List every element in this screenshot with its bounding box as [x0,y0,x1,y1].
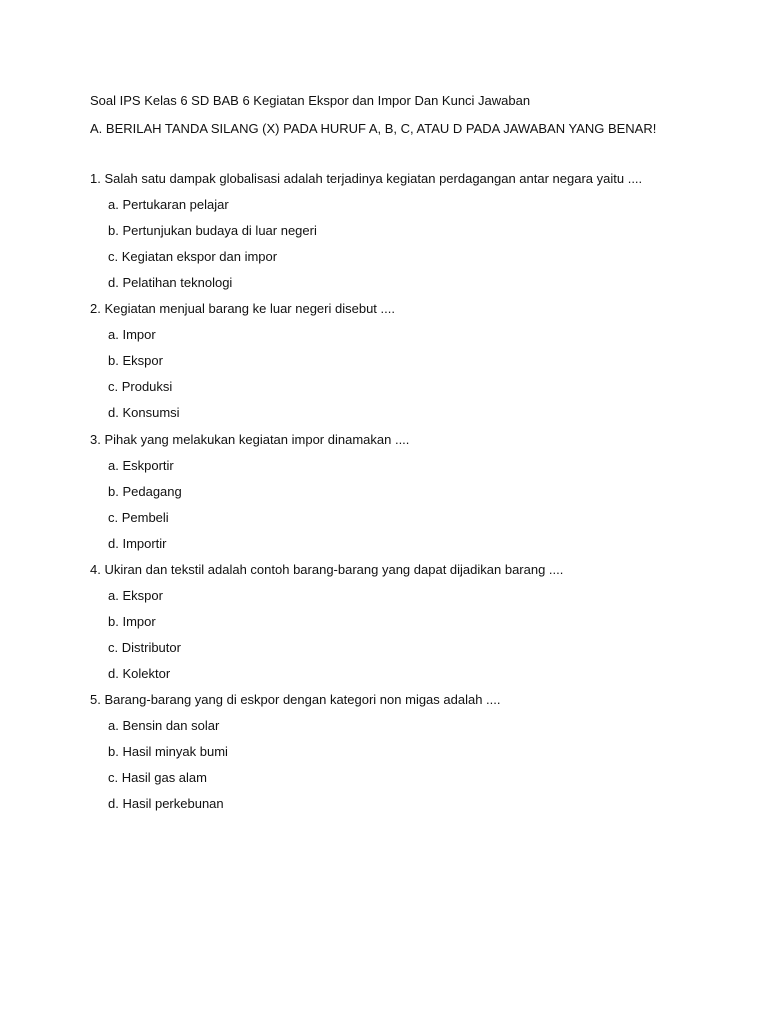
question-2-option-b: b. Ekspor [108,353,163,368]
question-5-option-b: b. Hasil minyak bumi [108,744,228,759]
question-1-option-d: d. Pelatihan teknologi [108,275,233,290]
question-5-option-d: d. Hasil perkebunan [108,796,224,811]
question-4: 4. Ukiran dan tekstil adalah contoh barang-barang yang dapat dijadikan barang .... [90,562,564,577]
question-4-option-b: b. Impor [108,614,156,629]
question-4-option-c: c. Distributor [108,640,181,655]
question-1-option-a: a. Pertukaran pelajar [108,197,229,212]
question-3-option-b: b. Pedagang [108,484,182,499]
question-2-option-d: d. Konsumsi [108,405,180,420]
question-4-option-a: a. Ekspor [108,588,163,603]
question-1: 1. Salah satu dampak globalisasi adalah terjadinya kegiatan perdagangan antar negara yaitu .... [90,171,643,186]
question-3-option-c: c. Pembeli [108,510,169,525]
question-5: 5. Barang-barang yang di eskpor dengan kategori non migas adalah .... [90,692,501,707]
question-1-option-b: b. Pertunjukan budaya di luar negeri [108,223,317,238]
question-3-option-d: d. Importir [108,536,167,551]
instruction-text: A. BERILAH TANDA SILANG (X) PADA HURUF A, B, C, ATAU D PADA JAWABAN YANG BENAR! [90,121,657,136]
document-title: Soal IPS Kelas 6 SD BAB 6 Kegiatan Ekspor dan Impor Dan Kunci Jawaban [90,93,531,108]
question-1-option-c: c. Kegiatan ekspor dan impor [108,249,278,264]
question-3: 3. Pihak yang melakukan kegiatan impor dinamakan .... [90,432,410,447]
question-5-option-a: a. Bensin dan solar [108,718,220,733]
question-2-option-a: a. Impor [108,327,156,342]
question-4-option-d: d. Kolektor [108,666,171,681]
question-3-option-a: a. Eskportir [108,458,174,473]
question-2: 2. Kegiatan menjual barang ke luar negeri disebut .... [90,301,395,316]
question-5-option-c: c. Hasil gas alam [108,770,207,785]
question-2-option-c: c. Produksi [108,379,173,394]
